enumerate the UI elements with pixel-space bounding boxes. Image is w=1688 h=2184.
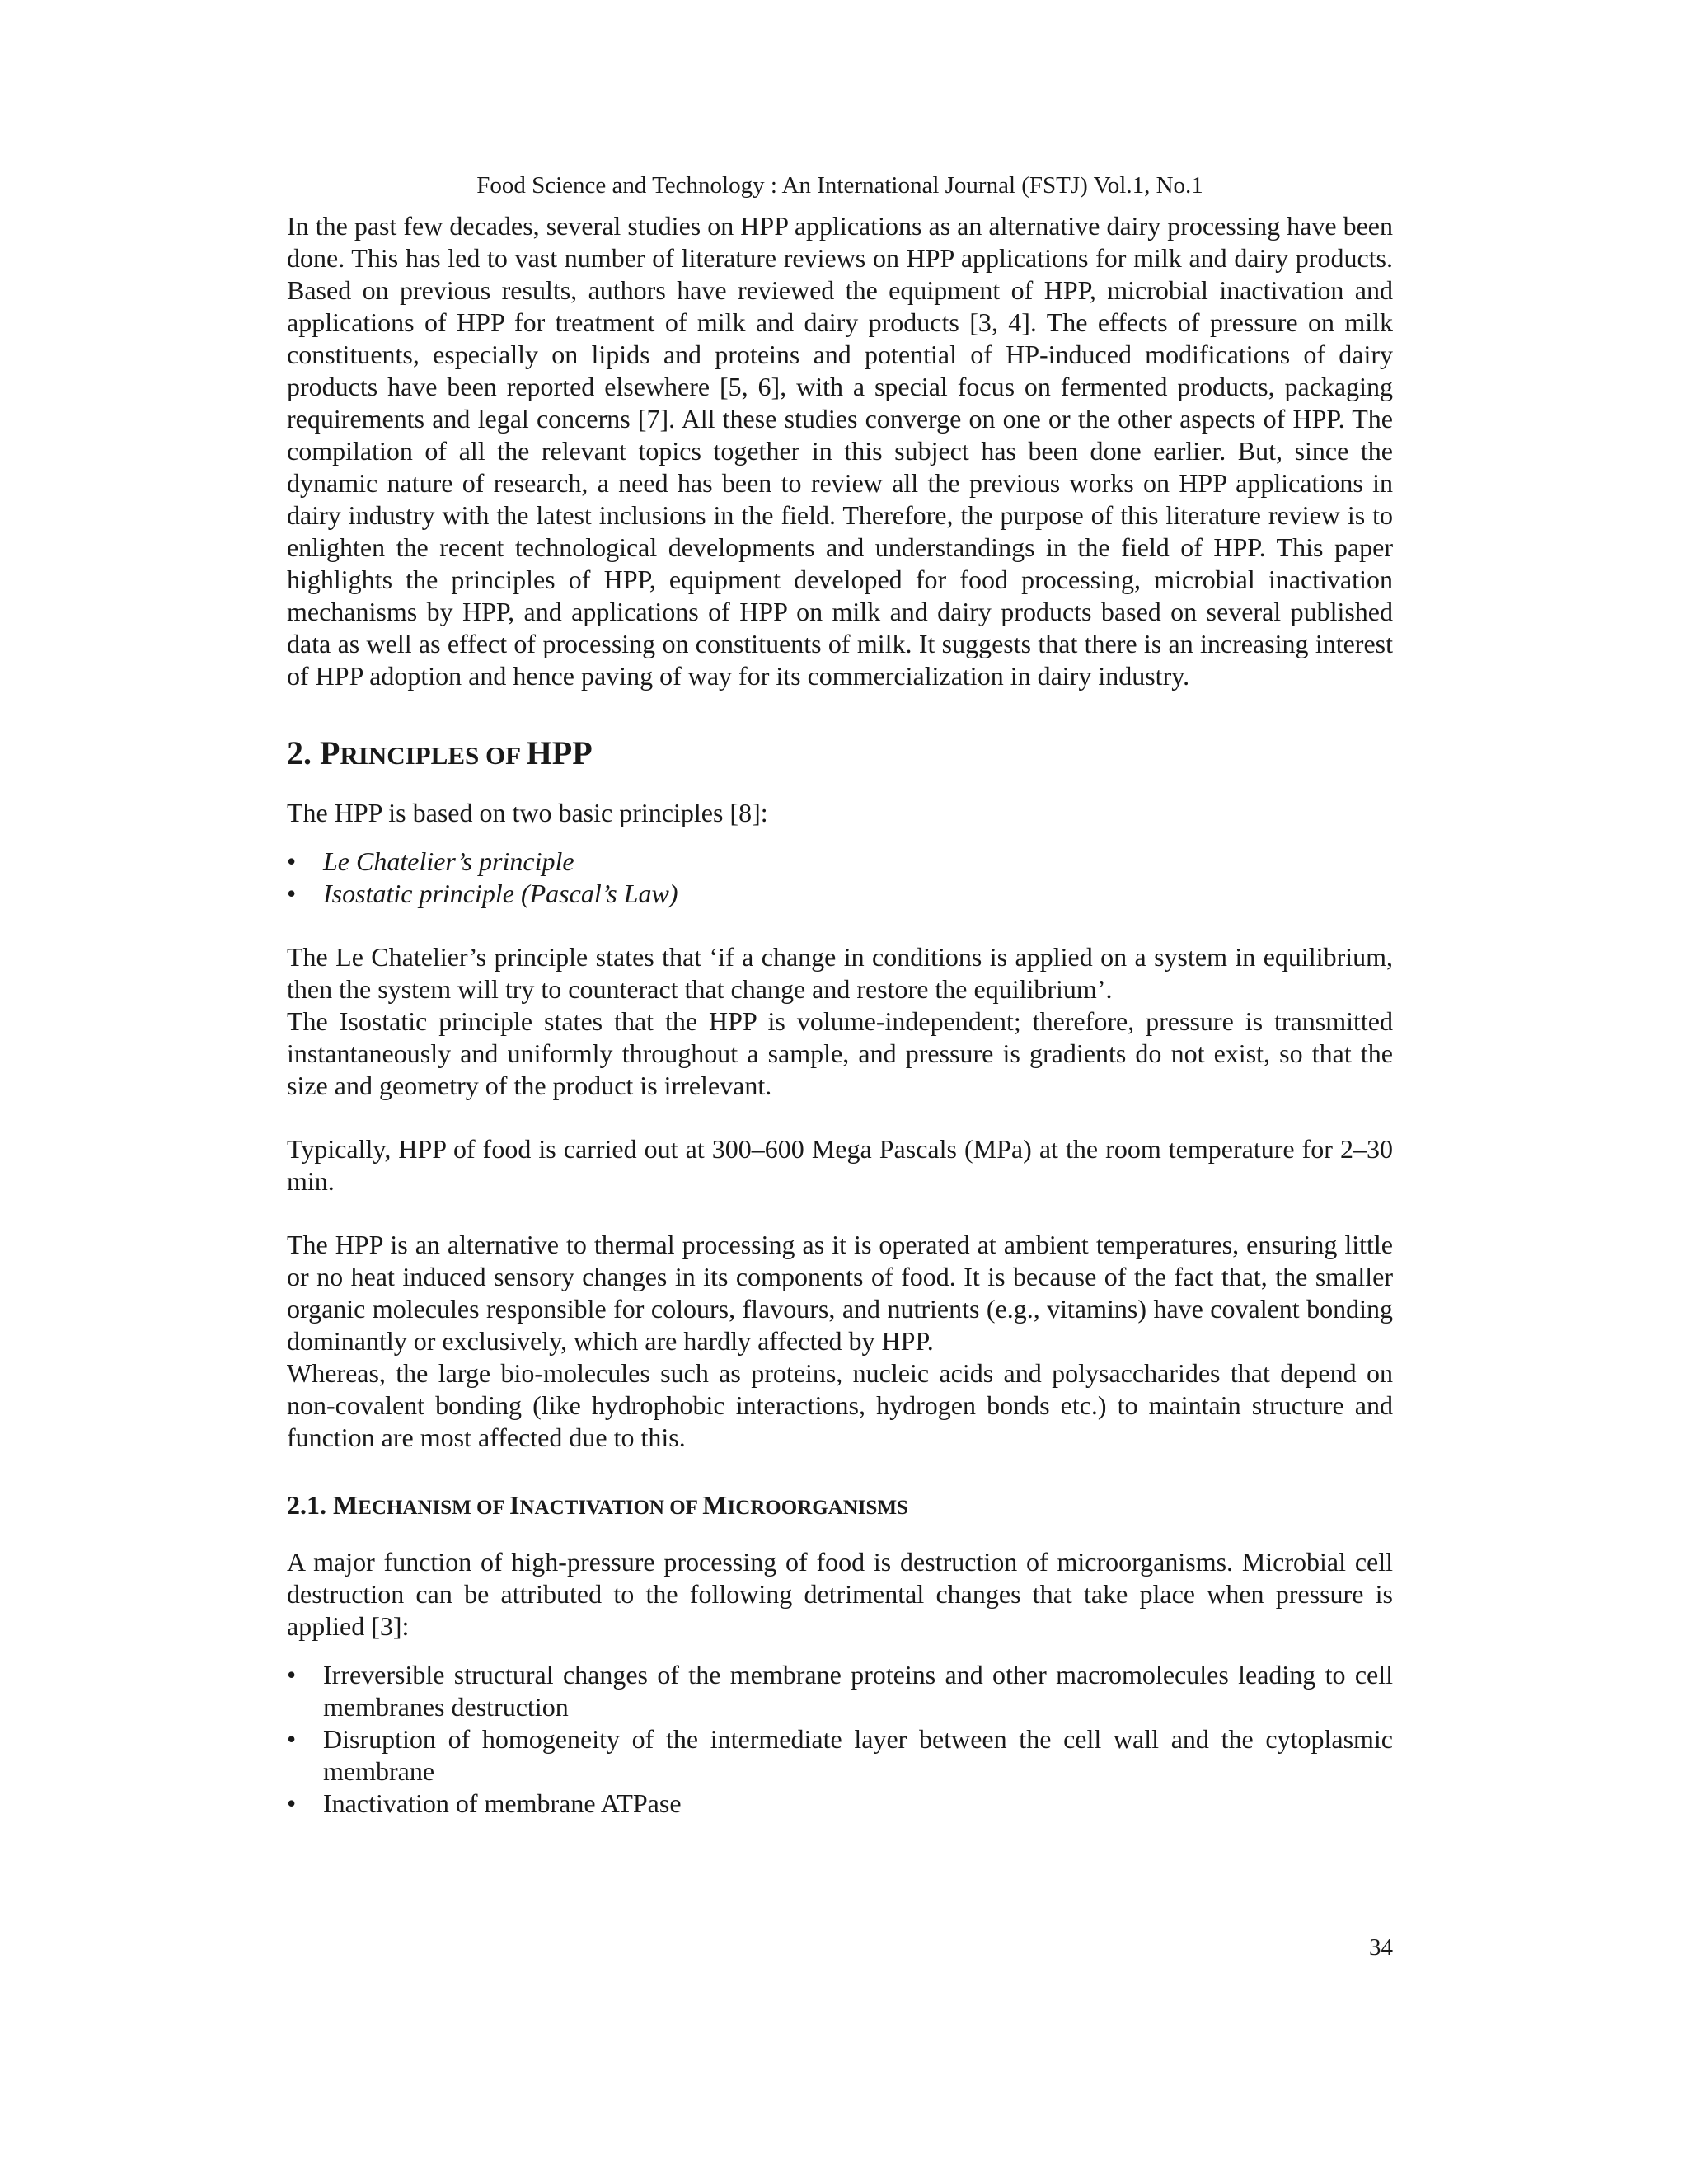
page-body	[287, 169, 1393, 1820]
list-item-text: Irreversible structural changes of the membrane proteins and other macromolecules leading to cell membranes destruction	[323, 1660, 1393, 1722]
list-item-text: Inactivation of membrane ATPase	[323, 1788, 682, 1818]
list-item-text: Isostatic principle (Pascal’s Law)	[323, 879, 678, 908]
list-item-text: Le Chatelier’s principle	[323, 846, 574, 876]
intro-paragraph: In the past few decades, several studies on HPP applications as an alternative dairy processing have been done. This has led to vast number of literature reviews on HPP applications for milk and dairy products. Based on previous results, authors have reviewed the equipment of HPP, microbial inactivation and applications of HPP for treatment of milk and dairy products [3, 4]. The effects of pressure on milk constituents, especially on lipids and proteins and potential of HP-induced modifications of dairy products have been reported elsewhere [5, 6], with a special focus on fermented products, packaging requirements and legal concerns [7]. All these studies converge on one or the other aspects of HPP. The compilation of all the relevant topics together in this subject has been done earlier. But, since the dynamic nature of research, a need has been to review all the previous works on HPP applications in dairy industry with the latest inclusions in the field. Therefore, the purpose of this literature review is to enlighten the recent technological developments and understandings in the field of HPP. This paper highlights the principles of HPP, equipment developed for food processing, microbial inactivation mechanisms by HPP, and applications of HPP on milk and dairy products based on several published data as well as effect of processing on constituents of milk. It suggests that there is an increasing interest of HPP adoption and hence paving of way for its commercialization in dairy industry.	[287, 211, 1393, 691]
section-2-lead: The HPP is based on two basic principles [8]:	[287, 798, 768, 827]
le-chatelier-paragraph: The Le Chatelier’s principle states that ‘if a change in conditions is applied on a system in equilibrium, then the system will try to counteract that change and restore the equilibrium’.	[287, 942, 1393, 1004]
section-2-1-number: 2.1.	[287, 1490, 326, 1520]
bullet-icon: •	[287, 879, 297, 908]
section-2-1-heading	[287, 1488, 1393, 1525]
list-item-text: Disruption of homogeneity of the intermediate layer between the cell wall and the cytoplasmic membrane	[323, 1724, 1393, 1786]
section-2-title-hpp: HPP	[526, 734, 593, 771]
list-item	[287, 1723, 1393, 1788]
section-2-1-title-m1: M	[333, 1490, 359, 1520]
bullet-icon: •	[287, 1660, 297, 1690]
section-2-1-title-m2: M	[702, 1490, 728, 1520]
bullet-icon: •	[287, 846, 297, 876]
biomolecules-paragraph: Whereas, the large bio-molecules such as proteins, nucleic acids and polysaccharides that depend on non-covalent bonding (like hydrophobic interactions, hydrogen bonds etc.) to maintain structure and function are most affected due to this.	[287, 1358, 1393, 1452]
principles-list	[287, 846, 1393, 910]
section-2-1-title-s2: NACTIVATION OF	[519, 1497, 703, 1519]
section-2-title-mid: RINCIPLES OF	[340, 741, 527, 770]
section-2-1-title-s1: ECHANISM OF	[358, 1497, 510, 1519]
section-2-1-title-i: I	[509, 1490, 520, 1520]
running-header: Food Science and Technology : An International Journal (FSTJ) Vol.1, No.1	[476, 172, 1203, 199]
section-2-heading	[287, 733, 1393, 776]
page-number: 34	[1369, 1934, 1393, 1961]
bullet-icon: •	[287, 1788, 297, 1818]
isostatic-paragraph: The Isostatic principle states that the HPP is volume-independent; therefore, pressure is transmitted instantaneously and uniformly throughout a sample, and pressure is gradients do not exist, so that the size and geometry of the product is irrelevant.	[287, 1006, 1393, 1100]
list-item	[287, 1659, 1393, 1723]
section-2-title-p: P	[320, 734, 340, 771]
section-2-1-title-s3: ICROORGANISMS	[727, 1497, 908, 1519]
thermal-alternative-paragraph: The HPP is an alternative to thermal processing as it is operated at ambient temperatures, ensuring little or no heat induced sensory changes in its components of food. It is because of the fact that, the smaller organic molecules responsible for colours, flavours, and nutrients (e.g., vitamins) have covalent bonding dominantly or exclusively, which are hardly affected by HPP.	[287, 1230, 1393, 1356]
list-item	[287, 846, 1393, 878]
list-item	[287, 1788, 1393, 1820]
section-2-number: 2.	[287, 734, 312, 771]
section-2-1-lead: A major function of high-pressure processing of food is destruction of microorganisms. Microbial cell destruction can be attributed to the following detrimental changes that take place when pressure is applied [3]:	[287, 1547, 1393, 1641]
bullet-icon: •	[287, 1724, 297, 1754]
list-item	[287, 878, 1393, 910]
inactivation-changes-list	[287, 1659, 1393, 1820]
typical-conditions-paragraph: Typically, HPP of food is carried out at 300–600 Mega Pascals (MPa) at the room temperature for 2–30 min.	[287, 1134, 1393, 1196]
